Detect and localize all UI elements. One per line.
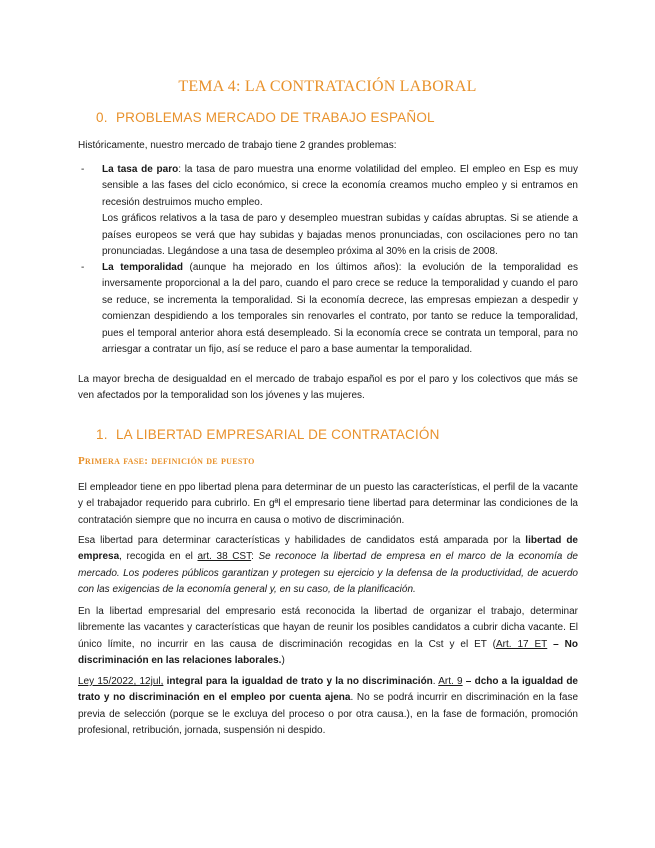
law-reference-link[interactable]: Art. 17 ET xyxy=(495,638,548,650)
paragraph-libertad-empresa xyxy=(78,533,578,599)
page-title: TEMA 4: LA CONTRATACIÓN LABORAL xyxy=(178,78,477,95)
paragraph-organizacion xyxy=(78,604,578,670)
text-run: : xyxy=(251,551,259,563)
section-0-number: 0. xyxy=(96,110,108,125)
paragraph-libertad-plena: El empleador tiene en ppo libertad plena para determinar de un puesto las características, el perfil de la vacante y el trabajador requerido para cubrirlo. En gªl el empresario tiene libertad para determinar las condiciones de la contratación siempre que no incurra en causa o motivo de discriminación. xyxy=(78,482,578,526)
bullet-term: La tasa de paro xyxy=(102,164,179,175)
phase-heading: Primera fase: definición de puesto xyxy=(78,455,255,467)
bold-term: – No discriminación en las relaciones laborales. xyxy=(78,638,578,667)
section-0-heading xyxy=(96,110,435,125)
text-run: , recogida en el xyxy=(119,551,198,563)
bullet-tasa-de-paro xyxy=(78,162,578,260)
section-1-heading xyxy=(96,427,440,442)
text-run: Esa libertad para determinar características y habilidades de candidatos está amparada por la xyxy=(78,535,526,546)
bullet-extra: Los gráficos relativos a la tasa de paro y desempleo muestran subidas y caídas abruptas. Si se atiende a países europeos se verá que hay subidas y bajadas menos pronunciadas, con oscilaciones pero no tan pronunciadas. Llegándose a una tasa de desempleo próxima al 30% en la crisis de 2008. xyxy=(102,213,578,258)
bullet-term: La temporalidad xyxy=(102,262,183,273)
text-run: . xyxy=(432,676,439,687)
bullet-dash: - xyxy=(81,164,85,175)
paragraph-ley-15-2022 xyxy=(78,674,578,740)
section-1-number: 1. xyxy=(96,427,108,442)
section-0-closing: La mayor brecha de desigualdad en el mercado de trabajo español es por el paro y los colectivos que más se ven afectados por la temporalidad son los jóvenes y las mujeres. xyxy=(78,374,578,402)
law-reference-link[interactable]: Ley 15/2022, 12jul, xyxy=(78,676,164,687)
section-0-title: PROBLEMAS MERCADO DE TRABAJO ESPAÑOL xyxy=(115,110,435,125)
bullet-dash: - xyxy=(81,262,85,273)
bold-term: – dcho a la igualdad de trato y no discriminación en el empleo por cuenta ajena xyxy=(78,676,578,704)
bold-term: libertad de empresa xyxy=(78,535,578,563)
text-run: ) xyxy=(281,655,285,667)
section-1-title: LA LIBERTAD EMPRESARIAL DE CONTRATACIÓN xyxy=(115,427,440,442)
text-run: . No se podrá incurrir en discriminación en la fase previa de selección (porque se le excluya del proceso o por otra causa.), en la fase de formación, promoción profesional, retribución, jornada, suspensión ni despido. xyxy=(78,692,578,737)
bullet-text: (aunque ha mejorado en los últimos años): la evolución de la temporalidad es inversamente proporcional a la del paro, cuando el paro crece se reduce la temporalidad y cuando el paro se reduce, se incrementa la temporalidad. Si la economía decrece, las empresas empiezan a despedir y comienzan despidiendo a los temporales sin renovarles el contrato, por tanto se reduce la temporalidad, pues el temporal anterior ahora está desempleado. Si la economía crece se contrata un temporal, para no arriesgar a contratar un fijo, así se reduce el paro a base aumentar la temporalidad. xyxy=(102,262,578,356)
section-0-intro: Históricamente, nuestro mercado de trabajo tiene 2 grandes problemas: xyxy=(78,140,397,151)
text-run: En la libertad empresarial del empresario está reconocida la libertad de organizar el trabajo, determinar libremente las vacantes y características que hayan de reunir los posibles candidatos a cubrir dicha vacante. El único límite, no incurrir en las causa de discriminación recogidas en la Cst y el ET ( xyxy=(78,606,578,650)
bold-term: integral para la igualdad de trato y la no discriminación xyxy=(163,676,433,687)
law-reference-link[interactable]: art. 38 CST xyxy=(197,551,252,563)
bullet-temporalidad xyxy=(78,260,578,358)
bullet-text: : la tasa de paro muestra una enorme volatilidad del empleo. El empleo en Esp es muy sensible a las fases del ciclo económico, si crece la economía creamos mucho empleo y si entramos en recesión destruimos mucho empleo. xyxy=(102,164,578,208)
law-reference-link[interactable]: Art. 9 xyxy=(438,676,463,687)
quoted-article: Se reconoce la libertad de empresa en el marco de la economía de mercado. Los poderes públicos garantizan y protegen su ejercicio y la defensa de la productividad, de acuerdo con las exigencias de la economía general y, en su caso, de la planificación. xyxy=(78,551,578,596)
